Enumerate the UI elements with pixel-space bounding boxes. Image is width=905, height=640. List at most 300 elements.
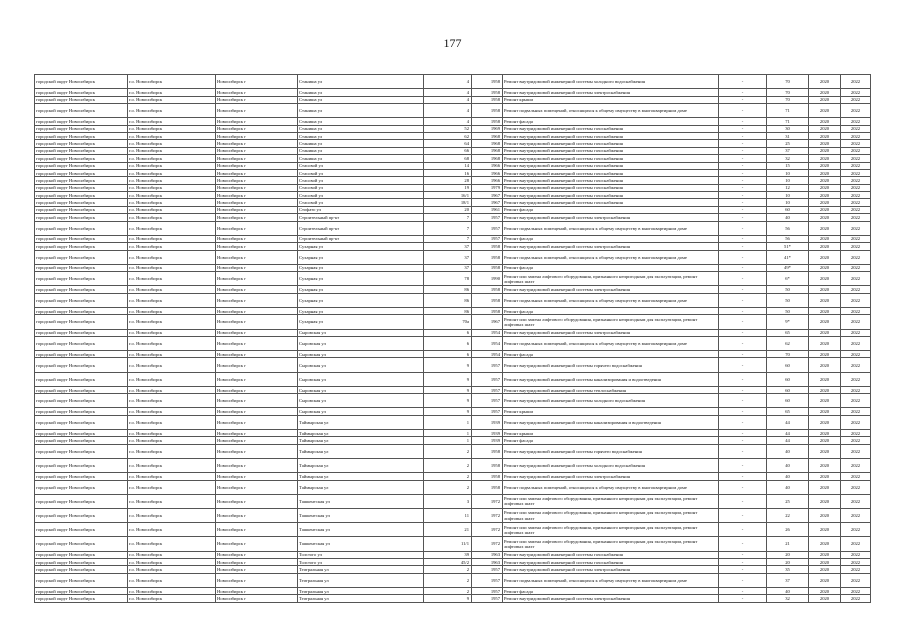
table-cell-house: 9	[424, 358, 472, 372]
table-cell-year-to: 2022	[841, 264, 871, 271]
table-cell-year-to: 2022	[841, 169, 871, 176]
table-cell-municipality: городской округ Новосибирск	[35, 243, 128, 250]
table-cell-city: Новосибирск г	[216, 523, 298, 537]
table-cell-settlement: г.о. Новосибирск	[128, 96, 216, 103]
table-cell-year-from: 2020	[809, 192, 841, 199]
table-cell-city: Новосибирск г	[216, 494, 298, 508]
table-cell-work: Ремонт крыши	[503, 96, 719, 103]
table-cell-year-to: 2022	[841, 537, 871, 551]
table-cell-year-to: 2022	[841, 408, 871, 415]
table-cell-year: 1967	[472, 192, 503, 199]
table-cell-cost: 60	[767, 206, 809, 213]
table-row	[35, 473, 871, 480]
table-cell-year: 1968	[472, 147, 503, 154]
table-row	[35, 118, 871, 125]
table-cell-cost: 21	[767, 537, 809, 551]
table-cell-cost: 70	[767, 96, 809, 103]
table-cell-work: Ремонт внутридомовой инженерной системы холодного водоснабжения	[503, 75, 719, 89]
table-cell-settlement: г.о. Новосибирск	[128, 508, 216, 522]
table-cell-blank: -	[719, 264, 767, 271]
table-cell-year: 1958	[472, 75, 503, 89]
table-cell-city: Новосибирск г	[216, 125, 298, 132]
table-cell-municipality: городской округ Новосибирск	[35, 480, 128, 494]
table-cell-year-to: 2022	[841, 523, 871, 537]
table-cell-year-to: 2022	[841, 444, 871, 458]
table-cell-municipality: городской округ Новосибирск	[35, 96, 128, 103]
table-cell-street: Сухарная ул	[298, 264, 424, 271]
table-cell-year: 1939	[472, 415, 503, 429]
table-cell-house: 4	[424, 89, 472, 96]
table-cell-year-to: 2022	[841, 587, 871, 594]
table-cell-work: Ремонт или замена лифтового оборудования, признанного непригодным для эксплуатации, ремонт лифтовых шахт	[503, 508, 719, 522]
table-cell-municipality: городской округ Новосибирск	[35, 587, 128, 594]
table-cell-municipality: городской округ Новосибирск	[35, 162, 128, 169]
table-cell-year-from: 2020	[809, 394, 841, 408]
table-cell-street: Станиша ул	[298, 89, 424, 96]
table-cell-house: 2	[424, 573, 472, 587]
table-cell-street: Сухарная ул	[298, 307, 424, 314]
table-cell-settlement: г.о. Новосибирск	[128, 336, 216, 350]
table-cell-street: Станиша ул	[298, 75, 424, 89]
table-cell-cost: 32	[767, 595, 809, 602]
capital-repair-table	[34, 74, 871, 603]
table-cell-city: Новосибирск г	[216, 587, 298, 594]
table-cell-city: Новосибирск г	[216, 214, 298, 221]
table-cell-settlement: г.о. Новосибирск	[128, 307, 216, 314]
table-cell-street: Сухарная ул	[298, 243, 424, 250]
table-cell-street: Таймырская ул	[298, 444, 424, 458]
table-cell-settlement: г.о. Новосибирск	[128, 408, 216, 415]
table-cell-city: Новосибирск г	[216, 437, 298, 444]
table-cell-street: Толстого ул	[298, 558, 424, 565]
table-cell-year-from: 2020	[809, 473, 841, 480]
table-cell-settlement: г.о. Новосибирск	[128, 264, 216, 271]
table-cell-blank: -	[719, 523, 767, 537]
table-cell-city: Новосибирск г	[216, 169, 298, 176]
table-cell-year: 1957	[472, 386, 503, 393]
table-cell-cost: 60	[767, 372, 809, 386]
table-cell-settlement: г.о. Новосибирск	[128, 358, 216, 372]
table-cell-house: 11/1	[424, 537, 472, 551]
table-cell-year: 1961	[472, 206, 503, 213]
table-cell-settlement: г.о. Новосибирск	[128, 250, 216, 264]
table-cell-work: Ремонт фасада	[503, 118, 719, 125]
table-cell-work: Ремонт или замена лифтового оборудования, признанного непригодным для эксплуатации, ремонт лифтовых шахт	[503, 537, 719, 551]
table-cell-settlement: г.о. Новосибирск	[128, 558, 216, 565]
table-cell-year-from: 2020	[809, 595, 841, 602]
table-cell-cost: 65	[767, 329, 809, 336]
table-cell-municipality: городской округ Новосибирск	[35, 408, 128, 415]
table-cell-year-to: 2022	[841, 125, 871, 132]
table-cell-cost: 37	[767, 573, 809, 587]
table-cell-year-from: 2020	[809, 89, 841, 96]
table-cell-year-from: 2020	[809, 206, 841, 213]
table-cell-blank: -	[719, 430, 767, 437]
table-cell-work: Ремонт подвальных помещений, относящихся к общему имуществу в многоквартирном доме	[503, 336, 719, 350]
table-cell-work: Ремонт фасада	[503, 351, 719, 358]
table-cell-blank: -	[719, 118, 767, 125]
table-cell-settlement: г.о. Новосибирск	[128, 551, 216, 558]
table-cell-year-from: 2020	[809, 293, 841, 307]
table-cell-street: Сыровская ул	[298, 358, 424, 372]
table-cell-year-from: 2020	[809, 235, 841, 242]
table-row	[35, 89, 871, 96]
table-cell-year: 1972	[472, 523, 503, 537]
table-cell-cost: 50	[767, 286, 809, 293]
table-cell-work: Ремонт внутридомовой инженерной системы газоснабжения	[503, 551, 719, 558]
table-cell-year: 1967	[472, 199, 503, 206]
table-cell-year-to: 2022	[841, 103, 871, 117]
table-cell-municipality: городской округ Новосибирск	[35, 307, 128, 314]
table-cell-street: Сыровская ул	[298, 394, 424, 408]
table-cell-cost: 62	[767, 336, 809, 350]
table-cell-municipality: городской округ Новосибирск	[35, 430, 128, 437]
table-cell-year: 1972	[472, 537, 503, 551]
table-cell-street: Станиша ул	[298, 132, 424, 139]
table-row	[35, 192, 871, 199]
table-cell-house: 20	[424, 206, 472, 213]
table-cell-cost: 56	[767, 221, 809, 235]
table-cell-blank: -	[719, 103, 767, 117]
table-cell-year-to: 2022	[841, 235, 871, 242]
table-cell-house: 2	[424, 473, 472, 480]
table-cell-house: 52	[424, 125, 472, 132]
table-cell-year-to: 2022	[841, 473, 871, 480]
table-cell-year-from: 2020	[809, 386, 841, 393]
table-cell-house: 9	[424, 394, 472, 408]
table-cell-house: 11	[424, 508, 472, 522]
table-cell-settlement: г.о. Новосибирск	[128, 329, 216, 336]
table-cell-municipality: городской округ Новосибирск	[35, 75, 128, 89]
table-row	[35, 558, 871, 565]
table-cell-blank: -	[719, 162, 767, 169]
table-cell-house: 37	[424, 264, 472, 271]
table-cell-work: Ремонт или замена лифтового оборудования, признанного непригодным для эксплуатации, ремонт лифтовых шахт	[503, 315, 719, 329]
table-row	[35, 147, 871, 154]
table-cell-blank: -	[719, 494, 767, 508]
table-cell-street: Таймырская ул	[298, 415, 424, 429]
table-cell-city: Новосибирск г	[216, 206, 298, 213]
table-cell-city: Новосибирск г	[216, 537, 298, 551]
table-cell-house: 45/2	[424, 558, 472, 565]
table-cell-work: Ремонт подвальных помещений, относящихся к общему имуществу в многоквартирном доме	[503, 480, 719, 494]
table-cell-settlement: г.о. Новосибирск	[128, 192, 216, 199]
table-cell-year: 1954	[472, 336, 503, 350]
table-cell-year-from: 2020	[809, 214, 841, 221]
table-cell-municipality: городской округ Новосибирск	[35, 250, 128, 264]
table-cell-city: Новосибирск г	[216, 386, 298, 393]
table-cell-cost: 70	[767, 75, 809, 89]
table-cell-settlement: г.о. Новосибирск	[128, 272, 216, 286]
table-cell-year-to: 2022	[841, 480, 871, 494]
table-cell-settlement: г.о. Новосибирск	[128, 118, 216, 125]
table-cell-street: Ташкентская ул	[298, 523, 424, 537]
table-cell-city: Новосибирск г	[216, 199, 298, 206]
table-cell-municipality: городской округ Новосибирск	[35, 537, 128, 551]
table-cell-year-to: 2022	[841, 89, 871, 96]
table-cell-cost: 40	[767, 480, 809, 494]
table-row	[35, 96, 871, 103]
table-cell-cost: 40	[767, 473, 809, 480]
table-cell-year-to: 2022	[841, 96, 871, 103]
table-cell-work: Ремонт подвальных помещений, относящихся к общему имуществу в многоквартирном доме	[503, 293, 719, 307]
table-row	[35, 162, 871, 169]
table-cell-blank: -	[719, 566, 767, 573]
table-cell-street: Ташкентская ул	[298, 494, 424, 508]
table-cell-year-to: 2022	[841, 508, 871, 522]
table-cell-city: Новосибирск г	[216, 573, 298, 587]
table-cell-year: 1958	[472, 243, 503, 250]
table-cell-year-from: 2020	[809, 221, 841, 235]
table-cell-blank: -	[719, 329, 767, 336]
table-row	[35, 573, 871, 587]
table-cell-year-to: 2022	[841, 372, 871, 386]
table-cell-blank: -	[719, 386, 767, 393]
table-cell-cost: 20	[767, 551, 809, 558]
table-cell-street: Строительный пр-кт	[298, 214, 424, 221]
table-cell-street: Сыровская ул	[298, 329, 424, 336]
table-cell-year-to: 2022	[841, 199, 871, 206]
table-cell-year: 1958	[472, 480, 503, 494]
table-cell-settlement: г.о. Новосибирск	[128, 444, 216, 458]
table-cell-house: 62	[424, 132, 472, 139]
table-cell-settlement: г.о. Новосибирск	[128, 458, 216, 472]
table-cell-year: 1958	[472, 96, 503, 103]
table-cell-year: 1968	[472, 140, 503, 147]
table-cell-blank: -	[719, 480, 767, 494]
table-cell-city: Новосибирск г	[216, 103, 298, 117]
table-cell-work: Ремонт крыши	[503, 408, 719, 415]
table-cell-cost: 44	[767, 415, 809, 429]
table-cell-settlement: г.о. Новосибирск	[128, 155, 216, 162]
table-cell-house: 2	[424, 458, 472, 472]
table-cell-year: 1958	[472, 264, 503, 271]
table-cell-year-from: 2020	[809, 264, 841, 271]
table-row	[35, 315, 871, 329]
table-row	[35, 293, 871, 307]
table-cell-settlement: г.о. Новосибирск	[128, 587, 216, 594]
table-cell-settlement: г.о. Новосибирск	[128, 199, 216, 206]
table-cell-city: Новосибирск г	[216, 473, 298, 480]
table-cell-house: 66	[424, 147, 472, 154]
table-cell-settlement: г.о. Новосибирск	[128, 473, 216, 480]
table-cell-work: Ремонт или замена лифтового оборудования, признанного непригодным для эксплуатации, ремонт лифтовых шахт	[503, 494, 719, 508]
table-cell-settlement: г.о. Новосибирск	[128, 286, 216, 293]
table-cell-year: 1958	[472, 89, 503, 96]
table-cell-municipality: городской округ Новосибирск	[35, 573, 128, 587]
table-cell-settlement: г.о. Новосибирск	[128, 235, 216, 242]
table-cell-municipality: городской округ Новосибирск	[35, 214, 128, 221]
table-cell-work: Ремонт внутридомовой инженерной системы электроснабжения	[503, 214, 719, 221]
table-cell-settlement: г.о. Новосибирск	[128, 566, 216, 573]
table-cell-year-to: 2022	[841, 437, 871, 444]
table-cell-year-from: 2020	[809, 573, 841, 587]
table-row	[35, 351, 871, 358]
table-cell-city: Новосибирск г	[216, 351, 298, 358]
table-cell-work: Ремонт внутридомовой инженерной системы газоснабжения	[503, 177, 719, 184]
table-cell-municipality: городской округ Новосибирск	[35, 264, 128, 271]
table-cell-house: 1	[424, 415, 472, 429]
table-cell-settlement: г.о. Новосибирск	[128, 214, 216, 221]
table-cell-city: Новосибирск г	[216, 415, 298, 429]
table-cell-cost: 44	[767, 437, 809, 444]
table-cell-year-from: 2020	[809, 444, 841, 458]
table-cell-cost: 44	[767, 430, 809, 437]
table-row	[35, 523, 871, 537]
table-row	[35, 566, 871, 573]
table-cell-year-to: 2022	[841, 206, 871, 213]
table-cell-year-from: 2020	[809, 437, 841, 444]
table-row	[35, 437, 871, 444]
table-cell-work: Ремонт внутридомовой инженерной системы электроснабжения	[503, 286, 719, 293]
table-cell-settlement: г.о. Новосибирск	[128, 480, 216, 494]
table-cell-year-from: 2020	[809, 430, 841, 437]
table-cell-cost: 60	[767, 386, 809, 393]
table-cell-year-to: 2022	[841, 351, 871, 358]
table-cell-cost: 10	[767, 169, 809, 176]
table-cell-year-from: 2020	[809, 329, 841, 336]
table-cell-cost: 6*	[767, 272, 809, 286]
table-cell-year-from: 2020	[809, 358, 841, 372]
table-cell-cost: 51*	[767, 243, 809, 250]
table-cell-year-from: 2020	[809, 162, 841, 169]
table-cell-municipality: городской округ Новосибирск	[35, 199, 128, 206]
table-cell-house: 4	[424, 75, 472, 89]
table-cell-cost: 10	[767, 199, 809, 206]
table-cell-year-from: 2020	[809, 551, 841, 558]
table-row	[35, 329, 871, 336]
table-cell-street: Таймырская ул	[298, 473, 424, 480]
table-cell-year-from: 2020	[809, 415, 841, 429]
table-row	[35, 177, 871, 184]
table-cell-municipality: городской округ Новосибирск	[35, 169, 128, 176]
table-cell-year: 1958	[472, 103, 503, 117]
table-cell-settlement: г.о. Новосибирск	[128, 162, 216, 169]
table-cell-city: Новосибирск г	[216, 315, 298, 329]
table-cell-year-to: 2022	[841, 551, 871, 558]
table-cell-cost: 10	[767, 192, 809, 199]
table-cell-city: Новосибирск г	[216, 444, 298, 458]
table-cell-municipality: городской округ Новосибирск	[35, 558, 128, 565]
table-cell-settlement: г.о. Новосибирск	[128, 184, 216, 191]
table-cell-municipality: городской округ Новосибирск	[35, 221, 128, 235]
table-cell-settlement: г.о. Новосибирск	[128, 177, 216, 184]
table-cell-work: Ремонт внутридомовой инженерной системы газоснабжения	[503, 132, 719, 139]
table-cell-city: Новосибирск г	[216, 250, 298, 264]
table-cell-street: Станиша ул	[298, 96, 424, 103]
table-cell-cost: 26	[767, 523, 809, 537]
table-cell-year-from: 2020	[809, 184, 841, 191]
table-cell-house: 86	[424, 286, 472, 293]
table-cell-city: Новосибирск г	[216, 235, 298, 242]
table-cell-street: Таймырская ул	[298, 480, 424, 494]
table-cell-street: Ташкентская ул	[298, 508, 424, 522]
table-cell-blank: -	[719, 573, 767, 587]
table-cell-work: Ремонт фасада	[503, 587, 719, 594]
table-cell-year-from: 2020	[809, 125, 841, 132]
table-cell-year-from: 2020	[809, 523, 841, 537]
table-cell-year: 1957	[472, 221, 503, 235]
table-cell-street: Сыровская ул	[298, 386, 424, 393]
table-cell-settlement: г.о. Новосибирск	[128, 206, 216, 213]
table-cell-year-to: 2022	[841, 566, 871, 573]
table-cell-street: Строительный пр-кт	[298, 221, 424, 235]
table-cell-street: Сыровская ул	[298, 372, 424, 386]
table-cell-blank: -	[719, 250, 767, 264]
table-cell-house: 86	[424, 293, 472, 307]
table-cell-municipality: городской округ Новосибирск	[35, 155, 128, 162]
table-cell-blank: -	[719, 243, 767, 250]
table-cell-year: 1957	[472, 394, 503, 408]
table-cell-work: Ремонт внутридомовой инженерной системы холодного водоснабжения	[503, 394, 719, 408]
table-cell-settlement: г.о. Новосибирск	[128, 132, 216, 139]
table-cell-city: Новосибирск г	[216, 458, 298, 472]
table-cell-year-from: 2020	[809, 508, 841, 522]
table-cell-year-from: 2020	[809, 408, 841, 415]
table-cell-city: Новосибирск г	[216, 221, 298, 235]
table-cell-blank: -	[719, 587, 767, 594]
table-cell-house: 7	[424, 221, 472, 235]
table-cell-year-to: 2022	[841, 494, 871, 508]
table-cell-street: Театральная ул	[298, 566, 424, 573]
table-cell-year-to: 2022	[841, 192, 871, 199]
table-cell-street: Станиша ул	[298, 118, 424, 125]
table-cell-cost: 10	[767, 177, 809, 184]
table-cell-cost: 30	[767, 125, 809, 132]
table-cell-work: Ремонт внутридомовой инженерной системы холодного водоснабжения	[503, 458, 719, 472]
table-cell-year-from: 2020	[809, 169, 841, 176]
table-cell-work: Ремонт внутридомовой инженерной системы газоснабжения	[503, 147, 719, 154]
table-cell-year-from: 2020	[809, 132, 841, 139]
table-cell-year-from: 2020	[809, 118, 841, 125]
table-cell-house: 9	[424, 372, 472, 386]
table-cell-city: Новосибирск г	[216, 336, 298, 350]
table-cell-city: Новосибирск г	[216, 286, 298, 293]
table-cell-blank: -	[719, 155, 767, 162]
table-cell-year-to: 2022	[841, 221, 871, 235]
table-cell-house: 21	[424, 523, 472, 537]
table-cell-street: Сыровская ул	[298, 351, 424, 358]
table-cell-blank: -	[719, 169, 767, 176]
table-row	[35, 184, 871, 191]
table-cell-work: Ремонт внутридомовой инженерной системы газоснабжения	[503, 125, 719, 132]
table-cell-work: Ремонт фасада	[503, 437, 719, 444]
table-row	[35, 415, 871, 429]
table-cell-cost: 40	[767, 214, 809, 221]
table-cell-blank: -	[719, 293, 767, 307]
table-cell-house: 39	[424, 551, 472, 558]
table-row	[35, 132, 871, 139]
table-cell-blank: -	[719, 394, 767, 408]
table-cell-year: 1969	[472, 125, 503, 132]
table-cell-work: Ремонт внутридомовой инженерной системы газоснабжения	[503, 155, 719, 162]
table-cell-blank: -	[719, 235, 767, 242]
table-cell-house: 6	[424, 336, 472, 350]
table-cell-street: Станиша ул	[298, 125, 424, 132]
table-cell-blank: -	[719, 351, 767, 358]
table-cell-blank: -	[719, 537, 767, 551]
table-cell-house: 16	[424, 169, 472, 176]
table-cell-street: Театральная ул	[298, 587, 424, 594]
table-cell-blank: -	[719, 177, 767, 184]
table-cell-year-to: 2022	[841, 336, 871, 350]
table-cell-municipality: городской округ Новосибирск	[35, 458, 128, 472]
table-cell-municipality: городской округ Новосибирск	[35, 329, 128, 336]
table-cell-municipality: городской округ Новосибирск	[35, 132, 128, 139]
table-cell-blank: -	[719, 358, 767, 372]
table-cell-house: 68	[424, 155, 472, 162]
table-row	[35, 358, 871, 372]
